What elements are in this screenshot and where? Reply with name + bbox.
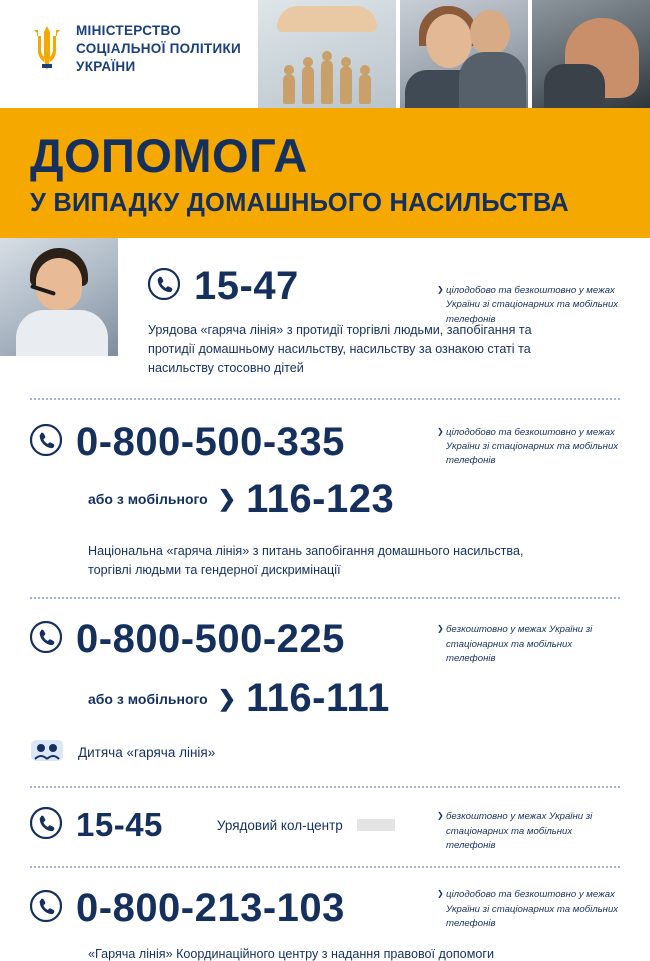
poster-subtitle: У ВИПАДКУ ДОМАШНЬОГО НАСИЛЬСТВА [30, 189, 569, 217]
hotline-number[interactable]: 15-45 [76, 806, 163, 844]
children-hotline-line [30, 737, 620, 768]
hotline-entry-1547 [0, 238, 650, 378]
hotline-note: ❯ цілодобово та безкоштовно у межах України зі стаціонарних та мобільних телефонів [437, 284, 622, 327]
hotline-description: «Гаряча лінія» Координаційного центру з надання правової допомоги [88, 947, 494, 961]
hotline-description: Урядова «гаряча лінія» з протидії торгівлі людьми, запобігання та протидії домашньому насильству, насильству за ознакою статі та насильству стосовно дітей [148, 323, 532, 375]
mobile-number[interactable]: 116-123 [246, 476, 395, 521]
ministry-line-2: СОЦІАЛЬНОЇ ПОЛІТИКИ [76, 40, 242, 56]
ministry-name [76, 22, 241, 76]
mobile-number-line [30, 477, 620, 522]
ministry-logo [30, 22, 241, 76]
chevron-right-icon: ❯ [217, 685, 237, 711]
redaction-field [357, 819, 395, 831]
phone-icon [30, 807, 62, 844]
header [0, 0, 650, 108]
mobile-number[interactable]: 116-111 [246, 676, 390, 721]
mobile-label: або з мобільного [88, 690, 208, 707]
banner [0, 108, 650, 238]
hotline-number[interactable]: 15-47 [194, 264, 299, 308]
mobile-number-line [30, 676, 620, 721]
hotline-note: ❯ цілодобово та безкоштовно у межах України зі стаціонарних та мобільних телефонів [437, 888, 622, 931]
hotline-list [0, 238, 650, 961]
chevron-right-icon: ❯ [217, 486, 237, 512]
ministry-line-3: УКРАЇНИ [76, 58, 136, 74]
hotline-number[interactable]: 0-800-500-225 [76, 617, 345, 662]
hotline-description: Національна «гаряча лінія» з питань запобігання домашнього насильства, торгівлі людьми та гендерної дискримінації [88, 543, 524, 577]
children-hotline-label: Дитяча «гаряча лінія» [78, 745, 216, 761]
ukraine-trident-icon [30, 24, 64, 74]
phone-icon [30, 621, 62, 658]
poster-title: ДОПОМОГА [30, 129, 308, 182]
hotline-number[interactable]: 0-800-213-103 [76, 886, 345, 931]
hotline-entry-0800213103 [0, 868, 650, 961]
children-icon [30, 737, 64, 768]
header-photo-strip [258, 0, 650, 108]
photo-counselling-session [400, 0, 528, 108]
hotline-entry-0800500335 [0, 400, 650, 580]
photo-hands-protecting-figures [258, 0, 396, 108]
ministry-line-1: МІНІСТЕРСТВО [76, 23, 182, 38]
hotline-entry-0800500225 [0, 599, 650, 768]
mobile-label: або з мобільного [88, 491, 208, 508]
hotline-note: ❯ безкоштовно у межах України зі стаціонарних та мобільних телефонів [437, 810, 622, 853]
hotline-note: ❯ цілодобово та безкоштовно у межах України зі стаціонарних та мобільних телефонів [437, 426, 622, 469]
hotline-number[interactable]: 0-800-500-335 [76, 419, 345, 464]
phone-icon [30, 424, 62, 461]
phone-icon [148, 268, 180, 305]
hotline-label: Урядовий кол-центр [216, 817, 343, 833]
photo-stop-hand-gesture [532, 0, 650, 108]
hotline-note: ❯ безкоштовно у межах України зі стаціонарних та мобільних телефонів [437, 623, 622, 666]
hotline-entry-1545 [0, 788, 650, 852]
